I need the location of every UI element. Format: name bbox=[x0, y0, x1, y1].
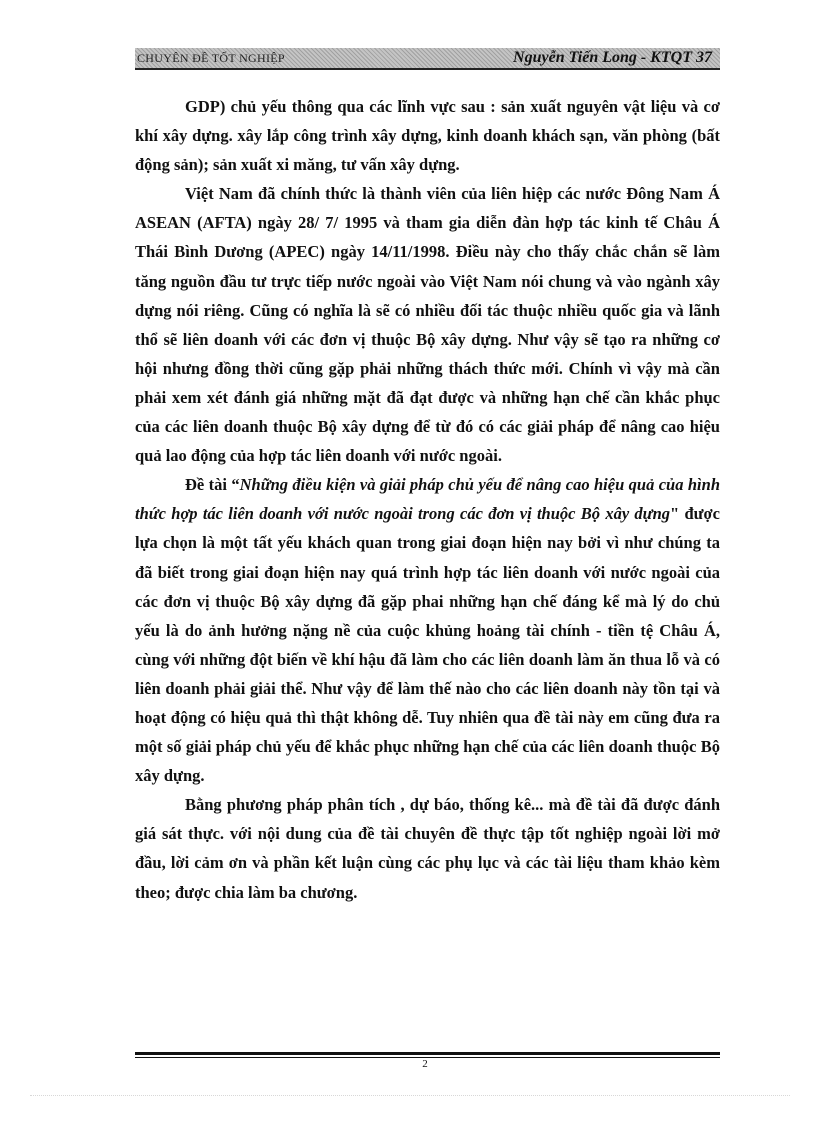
header-author: Nguyễn Tiến Long - KTQT 37 bbox=[513, 49, 712, 66]
paragraph-3 bbox=[135, 470, 720, 790]
header-document-type: CHUYÊN ĐỀ TỐT NGHIỆP bbox=[137, 50, 285, 65]
paragraph-3-lead: Đề tài “ bbox=[185, 475, 240, 495]
footer-rule-thick bbox=[135, 1052, 720, 1055]
document-body bbox=[135, 92, 720, 907]
paragraph-1: GDP) chủ yếu thông qua các lĩnh vực sau : sản xuất nguyên vật liệu và cơ khí xây dựng. xây lắp công trình xây dựng, kinh doanh khách sạn, văn phòng (bất động sản); sản xuất xi măng, tư vấn xây dựng. bbox=[135, 97, 720, 175]
page-number: 2 bbox=[422, 1058, 428, 1070]
paragraph-2: Việt Nam đã chính thức là thành viên của liên hiệp các nước Đông Nam Á ASEAN (AFTA) ngày 28/ 7/ 1995 và tham gia diễn đàn hợp tác kinh tế Châu Á Thái Bình Dương (APEC) ngày 14/11/1998. Điều này cho thấy chắc chắn sẽ làm tăng nguồn đầu tư trực tiếp nước ngoài vào Việt Nam nói chung và vào ngành xây dựng nói riêng. Cũng có nghĩa là sẽ có nhiều đối tác thuộc nhiều quốc gia và lãnh thổ sẽ liên doanh với các đơn vị thuộc Bộ xây dựng. Như vậy sẽ tạo ra những cơ hội nhưng đồng thời cũng gặp phải những thách thức mới. Chính vì vậy mà cần phải xem xét đánh giá những mặt đã đạt được và những hạn chế cần khắc phục của các liên doanh thuộc Bộ xây dựng để từ đó có các giải pháp để nâng cao hiệu quả lao động của hợp tác liên doanh với nước ngoài. bbox=[135, 184, 720, 466]
running-header bbox=[135, 48, 720, 70]
page-bottom-divider bbox=[30, 1095, 790, 1096]
thesis-title: Những điều kiện và giải pháp chủ yếu để nâng cao hiệu quả của hình thức hợp tác liên doanh với nước ngoài trong các đơn vị thuộc Bộ xây dựng bbox=[135, 475, 720, 524]
paragraph-4: Bằng phương pháp phân tích , dự báo, thống kê... mà đề tài đã được đánh giá sát thực. với nội dung của đề tài chuyên đề thực tập tốt nghiệp ngoài lời mở đầu, lời cảm ơn và phần kết luận cùng các phụ lục và các tài liệu tham khảo kèm theo; được chia làm ba chương. bbox=[135, 795, 720, 902]
paragraph-3-rest: " được lựa chọn là một tất yếu khách quan trong giai đoạn hiện nay bởi vì như chúng ta đã biết trong giai đoạn hiện nay quá trình hợp tác liên doanh với nước ngoài của các đơn vị thuộc Bộ xây dựng đã gặp phai những hạn chế đáng kể mà lý do chủ yếu là do ảnh hưởng nặng nề của cuộc khủng hoảng tài chính - tiền tệ Châu Á, cùng với những đột biến về khí hậu đã làm cho các liên doanh làm ăn thua lỗ và có liên doanh phải giải thể. Như vậy để làm thế nào cho các liên doanh này tồn tại và hoạt động có hiệu quả thì thật không dễ. Tuy nhiên qua đề tài này em cũng đưa ra một số giải pháp chủ yếu để khắc phục những hạn chế của các liên doanh thuộc Bộ xây dựng. bbox=[135, 504, 720, 786]
